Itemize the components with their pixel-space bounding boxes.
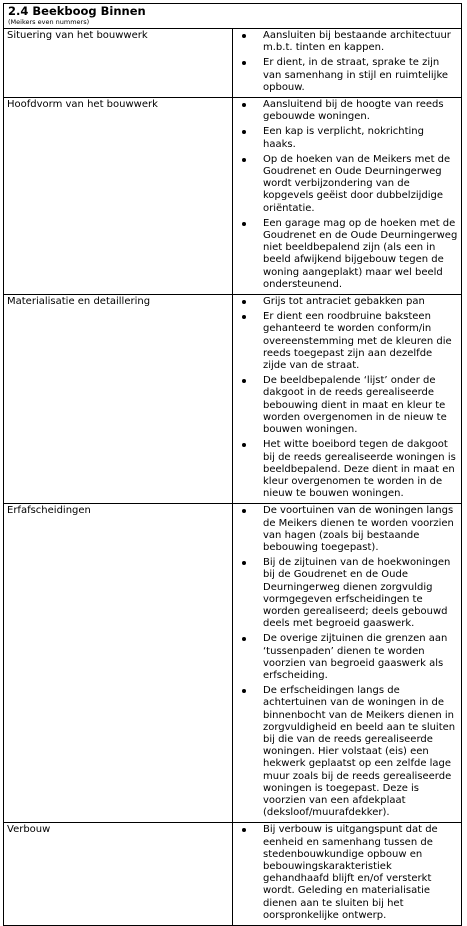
bullet-text: Het witte boeibord tegen de dakgoot bij de reeds gerealiseerde woningen is beeldbepalend. Deze dient in maat en kleur overgenomen te worden in de nieuw te bouwen woningen. xyxy=(263,439,456,500)
row-content xyxy=(233,98,462,295)
bullet-list xyxy=(233,505,458,819)
bullet-item xyxy=(233,557,458,630)
row-content xyxy=(233,29,462,98)
bullet-text: Op de hoeken van de Meikers met de Goudrenet en Oude Deurningerweg wordt verbijzondering van de kopgevels geëist door dubbelzijdige oriëntatie. xyxy=(263,153,451,214)
header-row xyxy=(4,4,462,29)
bullet-text: Bij verbouw is uitgangspunt dat de eenheid en samenhang tussen de stedenbouwkundige opbouw en bebouwingskarakteristiek gehandhaafd blijft en/of versterkt wordt. Geleding en materialisatie dienen aan te sluiten bij het oorspronkelijke ontwerp. xyxy=(263,824,438,921)
bullet-item xyxy=(233,685,458,819)
bullet-icon xyxy=(242,103,246,107)
bullet-text: De overige zijtuinen die grenzen aan ‘tussenpaden’ dienen te worden voorzien van begroeid gaaswerk als erfscheiding. xyxy=(263,633,448,681)
bullet-item xyxy=(233,505,458,554)
bullet-item xyxy=(233,633,458,682)
bullet-icon xyxy=(242,637,246,641)
row-content xyxy=(233,504,462,823)
row-label: Materialisatie en detaillering xyxy=(4,295,233,504)
bullet-item xyxy=(233,296,458,308)
criteria-row-verbouw xyxy=(4,823,462,926)
bullet-item xyxy=(233,99,458,123)
bullet-item xyxy=(233,126,458,150)
bullet-icon xyxy=(242,130,246,134)
bullet-text: Grijs tot antraciet gebakken pan xyxy=(263,296,425,308)
bullet-item xyxy=(233,30,458,54)
page-subtitle: (Meikers even nummers) xyxy=(8,18,90,26)
bullet-icon xyxy=(242,509,246,513)
bullet-icon xyxy=(242,828,246,832)
page-title: 2.4 Beekboog Binnen xyxy=(8,4,146,18)
bullet-list xyxy=(233,824,458,922)
row-label: Erfafscheidingen xyxy=(4,504,233,823)
bullet-icon xyxy=(242,379,246,383)
bullet-icon xyxy=(242,561,246,565)
bullet-item xyxy=(233,57,458,94)
bullet-icon xyxy=(242,61,246,65)
row-content xyxy=(233,295,462,504)
criteria-row-situering-van-het-bouwwerk xyxy=(4,29,462,98)
bullet-item xyxy=(233,311,458,372)
bullet-text: De beeldbepalende ‘lijst’ onder de dakgoot in de reeds gerealiseerde bebouwing dient in maat en kleur te worden overgenomen in de nieuw te bouwen woningen. xyxy=(263,375,447,436)
bullet-text: De erfscheidingen langs de achtertuinen van de woningen in de binnenbocht van de Meikers dienen in zorgvuldigheid en beeld aan te sluiten bij die van de reeds gerealiseerde woningen. Hier volstaat (eis) een hekwerk geplaatst op een zelfde lage muur zoals bij de reeds gerealiseerde woningen is toegepast. Deze is voorzien van een afdekplaat (deksloof/muurafdekker). xyxy=(263,685,456,819)
row-label: Hoofdvorm van het bouwwerk xyxy=(4,98,233,295)
bullet-icon xyxy=(242,689,246,693)
row-label: Verbouw xyxy=(4,823,233,926)
document xyxy=(3,3,462,926)
bullet-item xyxy=(233,439,458,500)
criteria-row-hoofdvorm-van-het-bouwwerk xyxy=(4,98,462,295)
header-cell xyxy=(4,4,462,29)
row-content xyxy=(233,823,462,926)
bullet-text: Bij de zijtuinen van de hoekwoningen bij de Goudrenet en de Oude Deurningerweg dienen zorgvuldig vormgegeven erfscheidingen te worden gerealiseerd; deels gebouwd deels met begroeid gaaswerk. xyxy=(263,557,451,630)
bullet-icon xyxy=(242,443,246,447)
bullet-text: Er dient, in de straat, sprake te zijn van samenhang in stijl en ruimtelijke opbouw. xyxy=(263,57,449,93)
bullet-icon xyxy=(242,158,246,162)
bullet-text: Aansluitend bij de hoogte van reeds gebouwde woningen. xyxy=(263,99,444,123)
bullet-item xyxy=(233,375,458,436)
bullet-item xyxy=(233,218,458,291)
bullet-list xyxy=(233,30,458,94)
bullet-item xyxy=(233,824,458,922)
bullet-list xyxy=(233,296,458,500)
criteria-table xyxy=(3,3,462,926)
bullet-item xyxy=(233,154,458,215)
criteria-row-erfafscheidingen xyxy=(4,504,462,823)
bullet-icon xyxy=(242,34,246,38)
bullet-text: De voortuinen van de woningen langs de Meikers dienen te worden voorzien van hagen (zoals bij bestaande bebouwing toegepast). xyxy=(263,505,454,553)
bullet-text: Er dient een roodbruine baksteen gehanteerd te worden conform/in overeenstemming met de kleuren die reeds toegepast zijn aan dezelfde zijde van de straat. xyxy=(263,311,452,372)
row-label: Situering van het bouwwerk xyxy=(4,29,233,98)
bullet-icon xyxy=(242,222,246,226)
bullet-list xyxy=(233,99,458,291)
criteria-row-materialisatie-en-detaillering xyxy=(4,295,462,504)
bullet-text: Een kap is verplicht, nokrichting haaks. xyxy=(263,126,424,150)
bullet-icon xyxy=(242,300,246,304)
bullet-text: Een garage mag op de hoeken met de Goudrenet en de Oude Deurningerweg niet beeldbepalend zijn (als een in beeld afwijkend bijgebouw tegen de woning aangeplakt) maar wel beeld ondersteunend. xyxy=(263,217,458,290)
bullet-text: Aansluiten bij bestaande architectuur m.b.t. tinten en kappen. xyxy=(263,30,451,54)
bullet-icon xyxy=(242,315,246,319)
